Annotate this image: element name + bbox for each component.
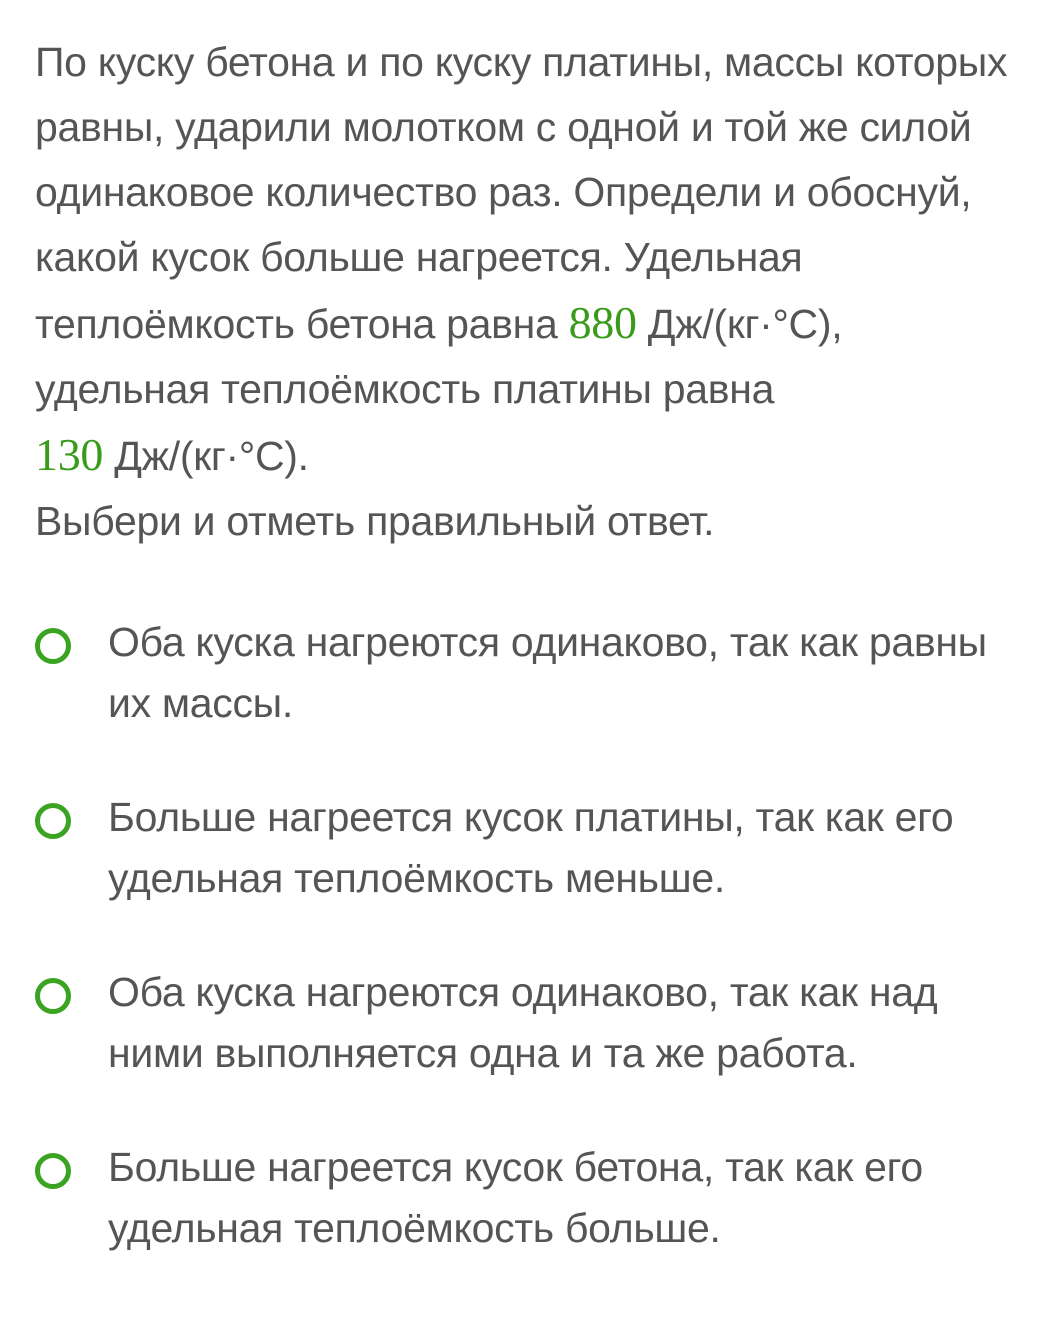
radio-button-icon[interactable]	[35, 628, 71, 664]
platinum-specific-heat-value: 130	[35, 429, 104, 480]
radio-button-icon[interactable]	[35, 1153, 71, 1189]
instruction-text: Выбери и отметь правильный ответ.	[35, 498, 715, 544]
answer-option-4[interactable]	[35, 1137, 1025, 1259]
answer-options	[35, 612, 1025, 1259]
radio-button-icon[interactable]	[35, 978, 71, 1014]
radio-button-icon[interactable]	[35, 803, 71, 839]
question-text-part-2: Дж/(кг·°С), удельная теплоёмкость платины равна	[35, 301, 843, 412]
answer-option-3[interactable]	[35, 962, 1025, 1084]
answer-option-label: Больше нагреется кусок платины, так как его удельная теплоёмкость меньше.	[108, 794, 954, 901]
answer-option-2[interactable]	[35, 787, 1025, 909]
answer-option-label: Больше нагреется кусок бетона, так как его удельная теплоёмкость больше.	[108, 1144, 923, 1251]
answer-option-1[interactable]	[35, 612, 1025, 734]
concrete-specific-heat-value: 880	[568, 297, 637, 348]
question-text-part-3: Дж/(кг·°С).	[103, 433, 309, 479]
question-text-part-1: По куску бетона и по куску платины, массы которых равны, ударили молотком с одной и той же силой одинаковое количество раз. Определи и обоснуй, какой кусок больше нагреется. Удельная теплоёмкость бетона равна	[35, 39, 1008, 347]
question-block	[35, 30, 1015, 554]
question-text	[35, 30, 1015, 489]
answer-option-label: Оба куска нагреются одинаково, так как равны их массы.	[108, 619, 987, 726]
answer-option-label: Оба куска нагреются одинаково, так как над ними выполняется одна и та же работа.	[108, 969, 938, 1076]
